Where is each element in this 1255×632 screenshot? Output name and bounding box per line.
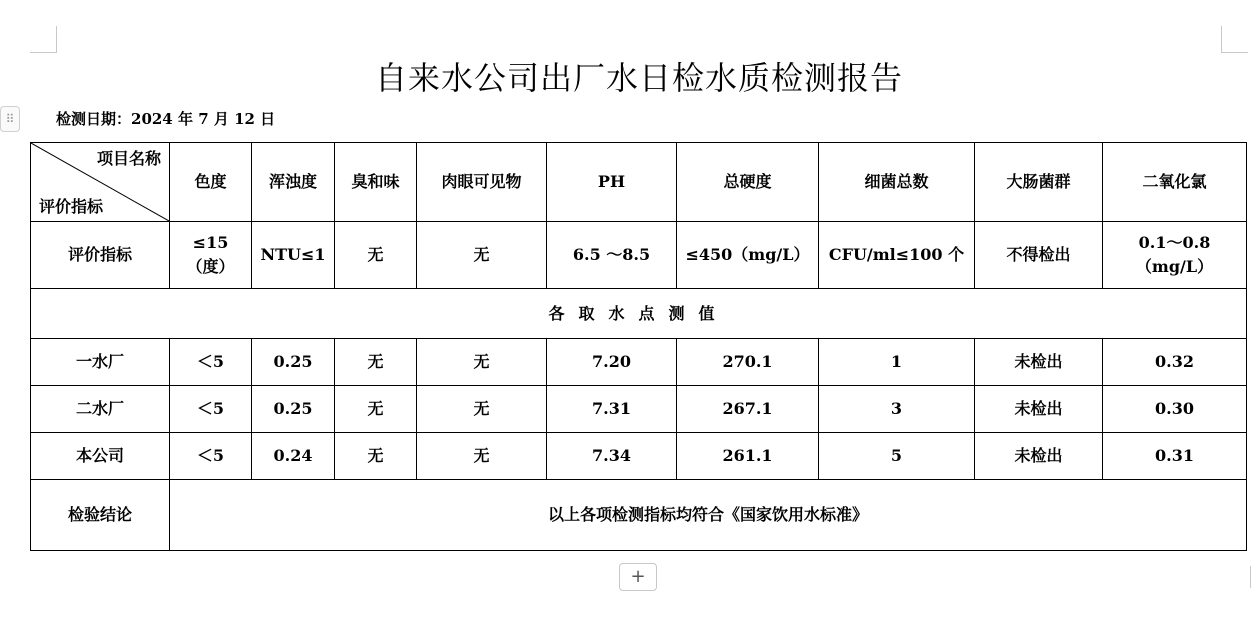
inspection-date: 检测日期：2024 年 7 月 12 日 xyxy=(56,110,276,128)
page-corner-mark xyxy=(1221,26,1248,53)
row-label: 二水厂 xyxy=(31,386,170,433)
row-label: 评价指标 xyxy=(31,222,170,289)
criteria-cell: CFU/ml≤100 个 xyxy=(819,222,975,289)
water-quality-table[interactable] xyxy=(30,142,1247,551)
data-cell: ＜5 xyxy=(170,386,252,433)
diagonal-header-cell xyxy=(31,143,170,222)
column-header: 大肠菌群 xyxy=(975,143,1103,222)
criteria-value: ≤15 xyxy=(192,233,229,252)
data-cell: 7.20 xyxy=(547,339,677,386)
row-label: 一水厂 xyxy=(31,339,170,386)
row-label: 检验结论 xyxy=(31,480,170,551)
table-header-row xyxy=(31,143,1247,222)
column-header: 臭和味 xyxy=(335,143,417,222)
data-cell: 无 xyxy=(417,386,547,433)
data-cell: 0.32 xyxy=(1103,339,1247,386)
data-cell: 0.25 xyxy=(252,386,335,433)
criteria-cell: 无 xyxy=(335,222,417,289)
column-header: 肉眼可见物 xyxy=(417,143,547,222)
data-cell: 未检出 xyxy=(975,433,1103,480)
column-header: 二氧化氯 xyxy=(1103,143,1247,222)
section-row xyxy=(31,289,1247,339)
plus-icon: + xyxy=(630,566,646,587)
data-cell: 0.25 xyxy=(252,339,335,386)
column-header: PH xyxy=(547,143,677,222)
data-cell: ＜5 xyxy=(170,339,252,386)
table-row xyxy=(31,386,1247,433)
column-header: 细菌总数 xyxy=(819,143,975,222)
table-row xyxy=(31,339,1247,386)
data-cell: 5 xyxy=(819,433,975,480)
add-row-button[interactable] xyxy=(619,563,657,591)
page-corner-mark xyxy=(1250,566,1255,588)
criteria-unit: （度） xyxy=(186,257,235,276)
data-cell: 未检出 xyxy=(975,386,1103,433)
data-cell: 7.31 xyxy=(547,386,677,433)
data-cell: 无 xyxy=(417,433,547,480)
criteria-cell: 6.5 ～8.5 xyxy=(547,222,677,289)
data-cell: 无 xyxy=(335,386,417,433)
criteria-cell: 不得检出 xyxy=(975,222,1103,289)
data-cell: 未检出 xyxy=(975,339,1103,386)
column-header: 总硬度 xyxy=(677,143,819,222)
criteria-cell: 无 xyxy=(417,222,547,289)
data-cell: 270.1 xyxy=(677,339,819,386)
drag-handle-icon[interactable]: ⠿ xyxy=(0,106,20,132)
data-cell: 0.30 xyxy=(1103,386,1247,433)
data-cell: 261.1 xyxy=(677,433,819,480)
table-row xyxy=(31,433,1247,480)
page-corner-mark xyxy=(30,26,57,53)
column-header: 色度 xyxy=(170,143,252,222)
criteria-cell: ≤450（mg/L） xyxy=(677,222,819,289)
page-title: 自来水公司出厂水日检水质检测报告 xyxy=(374,59,903,97)
data-cell: 无 xyxy=(417,339,547,386)
criteria-cell xyxy=(1103,222,1247,289)
criteria-row xyxy=(31,222,1247,289)
data-cell: 无 xyxy=(335,339,417,386)
conclusion-row xyxy=(31,480,1247,551)
row-label: 本公司 xyxy=(31,433,170,480)
data-cell: ＜5 xyxy=(170,433,252,480)
data-cell: 0.24 xyxy=(252,433,335,480)
data-cell: 0.31 xyxy=(1103,433,1247,480)
criteria-cell xyxy=(170,222,252,289)
conclusion-text: 以上各项检测指标均符合《国家饮用水标准》 xyxy=(170,480,1247,551)
criteria-unit: （mg/L） xyxy=(1135,257,1214,276)
data-cell: 7.34 xyxy=(547,433,677,480)
section-title: 各取水点测值 xyxy=(31,289,1247,339)
header-criteria: 评价指标 xyxy=(39,197,104,216)
column-header: 浑浊度 xyxy=(252,143,335,222)
data-cell: 无 xyxy=(335,433,417,480)
criteria-value: 0.1～0.8 xyxy=(1138,233,1211,252)
data-cell: 3 xyxy=(819,386,975,433)
criteria-cell: NTU≤1 xyxy=(252,222,335,289)
data-cell: 267.1 xyxy=(677,386,819,433)
header-item-name: 项目名称 xyxy=(96,149,161,168)
data-cell: 1 xyxy=(819,339,975,386)
